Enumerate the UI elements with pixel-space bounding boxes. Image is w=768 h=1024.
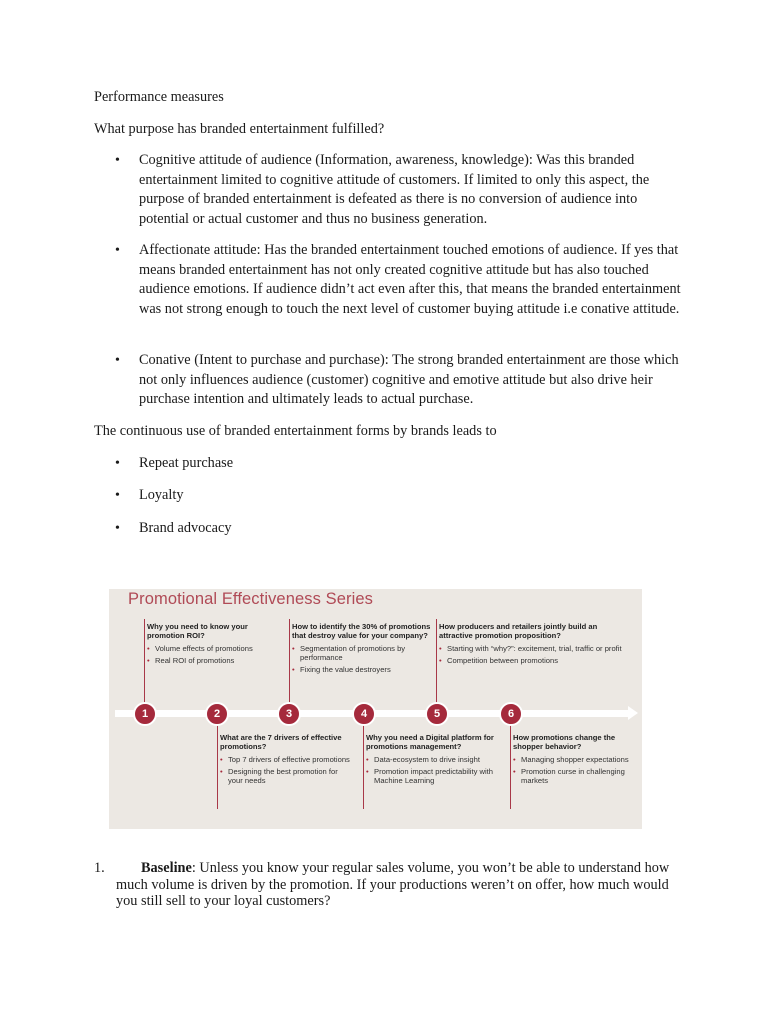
list-item [94, 351, 684, 410]
connector-line [363, 724, 364, 809]
timeline-node: 4 [352, 702, 376, 726]
list-item [94, 151, 684, 229]
item-label: Baseline [141, 860, 192, 876]
list-item-text: Loyalty [139, 487, 184, 503]
item-body: : Unless you know your regular sales volume, you won’t be able to understand how much volume is driven by the promotion. If your productions weren’t on offer, how much would you still sell to your loyal customers? [116, 860, 670, 909]
timeline-node: 2 [205, 702, 229, 726]
list-item [94, 519, 684, 539]
timeline-node: 3 [277, 702, 301, 726]
bullet-icon: • [115, 488, 120, 503]
question-line: What purpose has branded entertainment fulfilled? [94, 121, 385, 137]
step-heading: How promotions change the shopper behavior? [513, 733, 616, 752]
step-heading: How producers and retailers jointly build an attractive promotion proposition? [439, 622, 598, 641]
step-box [220, 733, 354, 788]
step-item: • Top 7 drivers of effective promotions [220, 755, 354, 764]
step-heading: How to identify the 30% of promotions that destroy value for your company? [292, 622, 431, 641]
step-box [366, 733, 506, 788]
step-item: • Managing shopper expectations [513, 755, 631, 764]
item-text [116, 860, 684, 910]
list-item [94, 486, 684, 506]
list-item-text: Cognitive attitude of audience (Information, awareness, knowledge): Was this branded entertainment limited to cognitive attitude of customers. If limited to only this aspect, the purpose of branded entertainment is defeated as there is no conversion of audience into potential or actual customer and thus no business generation. [139, 152, 650, 227]
step-box [513, 733, 631, 788]
list-item [94, 454, 684, 474]
figure-title: Promotional Effectiveness Series [128, 590, 374, 608]
connector-line [510, 724, 511, 809]
bullet-icon: • [115, 456, 120, 471]
item-number: 1. [94, 860, 105, 876]
connector-line [436, 619, 437, 703]
list-item-text: Affectionate attitude: Has the branded entertainment touched emotions of audience. If yes that means branded entertainment has not only created cognitive attitude but has also touched audience emotions. If audience didn’t act even after this, that means the branded entertainment was not strong enough to touch the next level of customer buying attitude i.e conative attitude. [139, 242, 681, 317]
step-item: • Designing the best promotion for your needs [220, 767, 354, 786]
step-item: • Segmentation of promotions by performance [292, 644, 432, 663]
timeline-arrow-icon [628, 706, 638, 720]
step-item: • Starting with “why?”: excitement, trial, traffic or profit [439, 644, 624, 653]
list-item [94, 241, 684, 319]
list-item-text: Conative (Intent to purchase and purchase): The strong branded entertainment are those which not only influences audience (customer) cognitive and emotive attitude but also drive heir purchase intention and ultimately leads to actual purchase. [139, 352, 679, 407]
bullet-icon: • [115, 243, 120, 258]
step-item: • Competition between promotions [439, 656, 624, 665]
step-box [147, 622, 277, 668]
bullet-icon: • [115, 521, 120, 536]
continuous-line: The continuous use of branded entertainment forms by brands leads to [94, 423, 497, 439]
bullet-icon: • [115, 353, 120, 368]
step-item: • Data-ecosystem to drive insight [366, 755, 506, 764]
section-heading: Performance measures [94, 89, 224, 105]
timeline-node: 6 [499, 702, 523, 726]
timeline-node: 1 [133, 702, 157, 726]
timeline-node: 5 [425, 702, 449, 726]
step-heading: What are the 7 drivers of effective promotions? [220, 733, 342, 752]
connector-line [217, 724, 218, 809]
bullet-icon: • [115, 153, 120, 168]
connector-line [289, 619, 290, 703]
step-heading: Why you need to know your promotion ROI? [147, 622, 248, 641]
connector-line [144, 619, 145, 703]
promotional-effectiveness-figure [109, 589, 642, 829]
step-item: • Fixing the value destroyers [292, 665, 432, 674]
step-item: • Real ROI of promotions [147, 656, 277, 665]
step-box [439, 622, 624, 668]
list-item-text: Brand advocacy [139, 520, 232, 536]
step-item: • Volume effects of promotions [147, 644, 277, 653]
step-heading: Why you need a Digital platform for promotions management? [366, 733, 494, 752]
list-item-text: Repeat purchase [139, 455, 234, 471]
step-box [292, 622, 432, 677]
step-item: • Promotion curse in challenging markets [513, 767, 631, 786]
step-item: • Promotion impact predictability with Machine Learning [366, 767, 506, 786]
numbered-item [94, 860, 684, 910]
